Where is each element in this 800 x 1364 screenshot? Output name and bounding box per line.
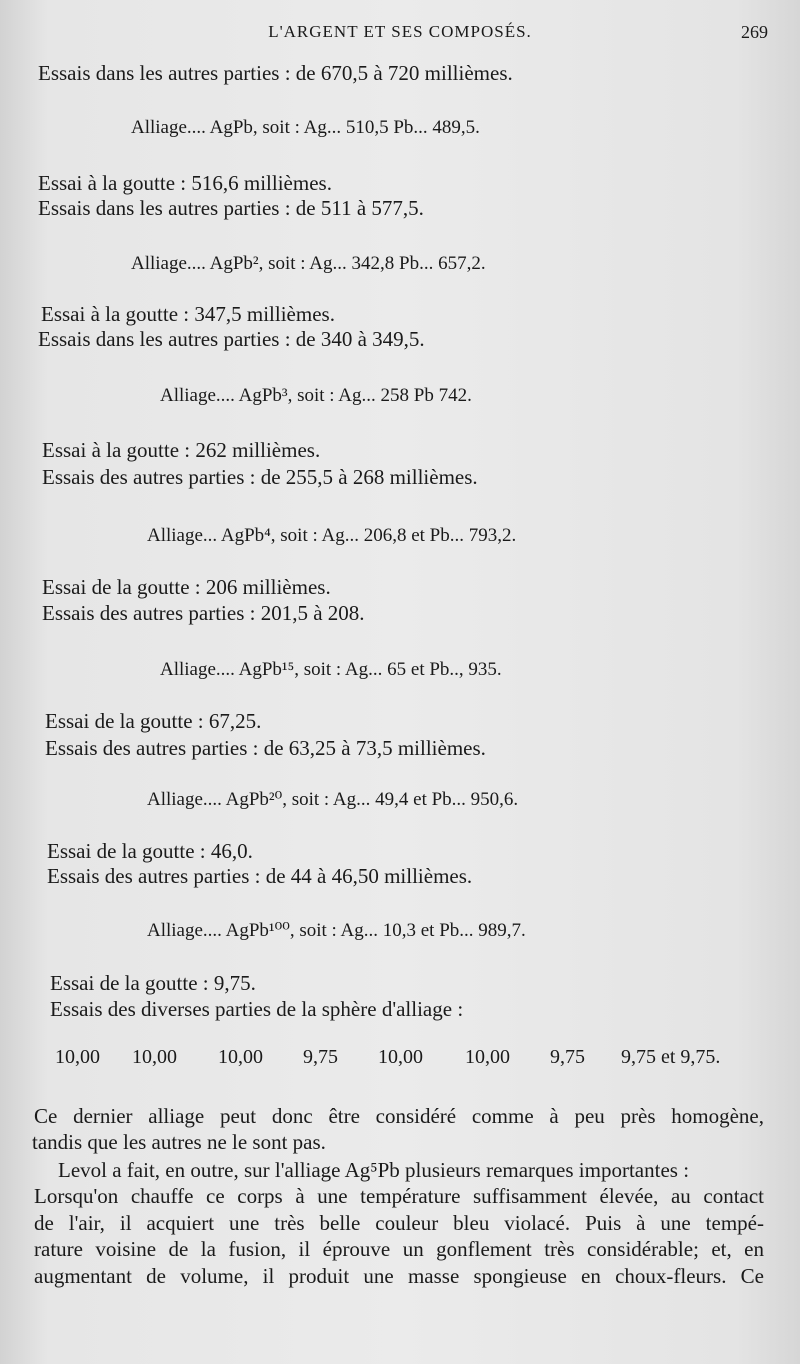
text-line: Essai à la goutte : 516,6 millièmes.: [38, 171, 332, 195]
alloy-line: Alliage.... AgPb³, soit : Ag... 258 Pb 742.: [160, 385, 472, 406]
value-item: 10,00: [132, 1046, 177, 1068]
text-line: Essais dans les autres parties : de 340 à 349,5.: [38, 327, 425, 351]
paragraph-line: Levol a fait, en outre, sur l'alliage Ag⁵Pb plusieurs remarques importantes :: [58, 1158, 690, 1182]
text-line: Essais des autres parties : de 44 à 46,50 millièmes.: [47, 864, 473, 888]
text-line: Essai de la goutte : 206 millièmes.: [42, 575, 331, 599]
running-title: L'ARGENT ET SES COMPOSÉS.: [268, 22, 532, 41]
paragraph-line: rature voisine de la fusion, il éprouve un gonflement très considérable; et, en: [34, 1237, 764, 1261]
value-item: 10,00: [55, 1046, 100, 1068]
value-item: 10,00: [218, 1046, 263, 1068]
text-line: Essai de la goutte : 46,0.: [47, 839, 253, 863]
text-line: Essai de la goutte : 67,25.: [45, 709, 262, 733]
text-line: Essais des autres parties : de 255,5 à 268 millièmes.: [42, 465, 478, 489]
value-item: 10,00: [378, 1046, 423, 1068]
paragraph-line: augmentant de volume, il produit une masse spongieuse en choux-fleurs. Ce: [34, 1264, 764, 1288]
page-number: 269: [741, 22, 768, 42]
page-header: [0, 22, 800, 52]
alloy-line: Alliage.... AgPb¹⁵, soit : Ag... 65 et Pb.., 935.: [160, 659, 502, 680]
text-line: Essai à la goutte : 347,5 millièmes.: [41, 302, 335, 326]
paragraph-line: Ce dernier alliage peut donc être considéré comme à peu près homogène,: [34, 1104, 764, 1128]
paragraph-line: tandis que les autres ne le sont pas.: [32, 1130, 326, 1154]
text-line: Essai à la goutte : 262 millièmes.: [42, 438, 321, 462]
paragraph-line: Lorsqu'on chauffe ce corps à une température suffisamment élevée, au contact: [34, 1184, 764, 1208]
paragraph-line: de l'air, il acquiert une très belle couleur bleu violacé. Puis à une tempé-: [34, 1211, 764, 1235]
text-line: Essais des autres parties : de 63,25 à 73,5 millièmes.: [45, 736, 486, 760]
measurement-values-row: [55, 1046, 735, 1074]
text-line: Essais des diverses parties de la sphère d'alliage :: [50, 997, 464, 1021]
value-item: 9,75 et 9,75.: [621, 1046, 721, 1068]
text-line: Essais dans les autres parties : de 670,5 à 720 millièmes.: [38, 61, 513, 85]
value-item: 9,75: [303, 1046, 338, 1068]
text-line: Essais dans les autres parties : de 511 à 577,5.: [38, 196, 424, 220]
value-item: 10,00: [465, 1046, 510, 1068]
text-line: Essai de la goutte : 9,75.: [50, 971, 256, 995]
text-line: Essais des autres parties : 201,5 à 208.: [42, 601, 365, 625]
alloy-line: Alliage.... AgPb²⁰, soit : Ag... 49,4 et Pb... 950,6.: [147, 789, 519, 810]
alloy-line: Alliage.... AgPb², soit : Ag... 342,8 Pb... 657,2.: [131, 253, 486, 274]
alloy-line: Alliage.... AgPb, soit : Ag... 510,5 Pb... 489,5.: [131, 117, 480, 138]
value-item: 9,75: [550, 1046, 585, 1068]
alloy-line: Alliage... AgPb⁴, soit : Ag... 206,8 et Pb... 793,2.: [147, 525, 517, 546]
alloy-line: Alliage.... AgPb¹⁰⁰, soit : Ag... 10,3 et Pb... 989,7.: [147, 920, 526, 941]
